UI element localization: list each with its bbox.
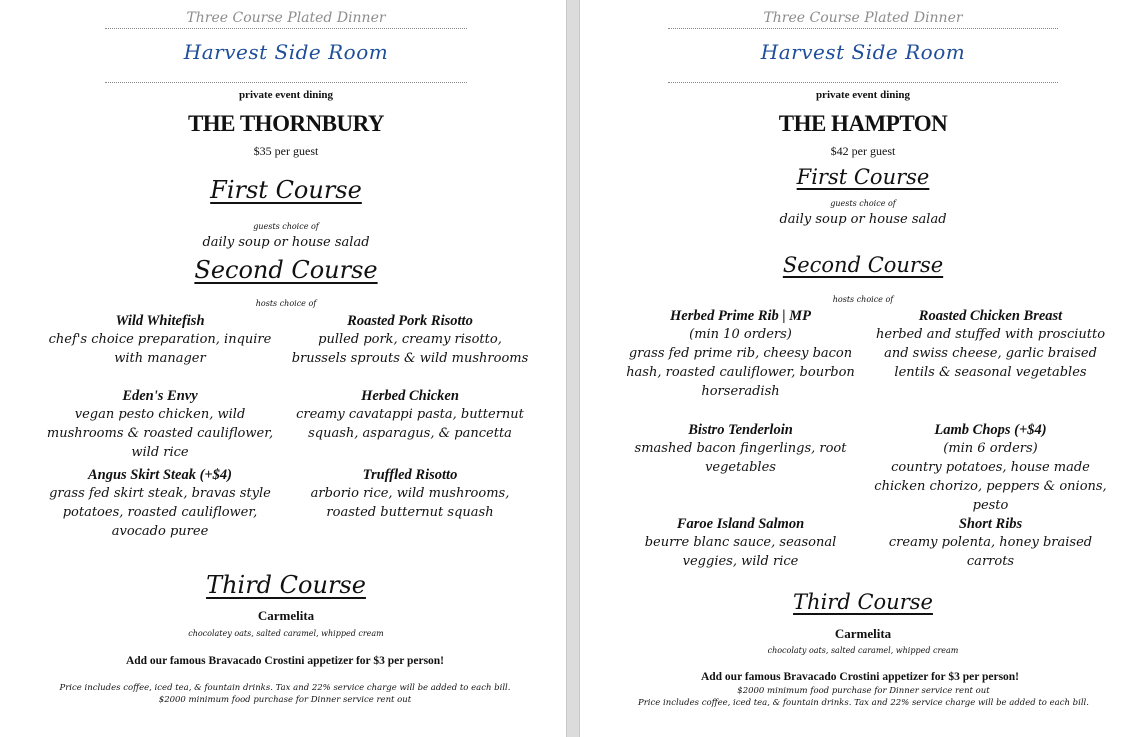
first-course-note: guests choice of <box>253 222 319 231</box>
room-name: Harvest Side Room <box>760 40 966 64</box>
dish-description: creamy cavatappi pasta, butternut squash, asparagus, & pancetta <box>296 407 524 441</box>
dish-name: Herbed Chicken <box>361 388 459 404</box>
dish-description: country potatoes, house made chicken chorizo, peppers & onions, pesto <box>874 460 1107 513</box>
menu-title: THE THORNBURY <box>187 111 385 136</box>
dish-description: grass fed skirt steak, bravas style potatoes, roasted cauliflower, avocado puree <box>49 486 271 539</box>
addon-offer: Add our famous Bravacado Crostini appetizer for $3 per person! <box>700 671 1020 683</box>
menu-page-thornbury <box>0 0 566 737</box>
dish-description: arborio rice, wild mushrooms, roasted butternut squash <box>310 486 510 520</box>
dish-item <box>868 308 1113 382</box>
page-gap <box>566 0 580 737</box>
dish-name: Wild Whitefish <box>115 313 205 329</box>
second-course-heading: Second Course <box>194 256 378 284</box>
fine-print: $2000 minimum food purchase for Dinner service rent out <box>737 686 990 696</box>
first-course-items: daily soup or house salad <box>779 212 947 227</box>
divider <box>668 28 1058 29</box>
dish-name: Angus Skirt Steak (+$4) <box>87 467 233 483</box>
room-name: Harvest Side Room <box>183 40 389 64</box>
dish-item <box>290 467 530 522</box>
dish-item <box>618 308 863 401</box>
dish-name: Eden's Envy <box>122 388 198 404</box>
dish-name: Roasted Chicken Breast <box>918 308 1063 324</box>
dessert-description: chocolaty oats, salted caramel, whipped cream <box>767 646 959 655</box>
dish-item <box>290 388 530 443</box>
menu-title: THE HAMPTON <box>778 111 948 136</box>
dish-item <box>868 516 1113 571</box>
first-course-heading: First Course <box>210 176 362 204</box>
dish-item <box>35 467 285 541</box>
dish-description: vegan pesto chicken, wild mushrooms & roasted cauliflower, wild rice <box>46 407 274 460</box>
dish-min-order: (min 6 orders) <box>943 441 1038 456</box>
dish-description: pulled pork, creamy risotto, brussels sprouts & wild mushrooms <box>291 332 529 366</box>
second-course-note: hosts choice of <box>255 299 317 308</box>
divider <box>105 82 467 83</box>
dish-name: Herbed Prime Rib | MP <box>670 308 811 324</box>
dish-description: herbed and stuffed with prosciutto and swiss cheese, garlic braised lentils & seasonal vegetables <box>875 327 1106 380</box>
fine-print: Price includes coffee, iced tea, & fountain drinks. Tax and 22% service charge will be added to each bill. <box>59 683 511 693</box>
third-course-heading: Third Course <box>206 571 366 599</box>
dish-description: beurre blanc sauce, seasonal veggies, wild rice <box>644 535 837 569</box>
dish-item <box>35 388 285 462</box>
second-course-heading: Second Course <box>782 253 944 277</box>
first-course-items: daily soup or house salad <box>202 235 370 250</box>
header-subtitle: Three Course Plated Dinner <box>186 10 386 26</box>
dessert-name: Carmelita <box>834 626 892 641</box>
dessert-name: Carmelita <box>257 608 315 623</box>
dish-name: Faroe Island Salmon <box>676 516 805 532</box>
menu-price: $42 per guest <box>830 144 896 158</box>
header-subtitle: Three Course Plated Dinner <box>763 10 963 26</box>
dish-item <box>618 516 863 571</box>
dish-name: Bistro Tenderloin <box>688 422 793 438</box>
second-course-note: hosts choice of <box>832 295 894 304</box>
dish-name: Truffled Risotto <box>362 467 458 483</box>
private-dining-label: private event dining <box>238 89 334 101</box>
fine-print: Price includes coffee, iced tea, & fountain drinks. Tax and 22% service charge will be added to each bill. <box>638 698 1089 708</box>
dish-description: grass fed prime rib, cheesy bacon hash, roasted cauliflower, bourbon horseradish <box>626 346 855 399</box>
menu-page-hampton <box>580 0 1147 737</box>
addon-offer: Add our famous Bravacado Crostini appetizer for $3 per person! <box>125 655 445 667</box>
dish-item <box>618 422 863 477</box>
dish-name: Short Ribs <box>958 516 1023 532</box>
dish-item <box>35 313 285 368</box>
dish-item <box>868 422 1113 515</box>
first-course-note: guests choice of <box>830 199 896 208</box>
dish-description: chef's choice preparation, inquire with manager <box>48 332 272 366</box>
divider <box>668 82 1058 83</box>
divider <box>105 28 467 29</box>
third-course-heading: Third Course <box>793 590 933 614</box>
first-course-heading: First Course <box>796 165 930 189</box>
dessert-description: chocolatey oats, salted caramel, whipped cream <box>188 629 384 638</box>
dish-name: Lamb Chops (+$4) <box>934 422 1047 438</box>
dish-min-order: (min 10 orders) <box>689 327 792 342</box>
dish-name: Roasted Pork Risotto <box>347 313 473 329</box>
private-dining-label: private event dining <box>815 89 911 101</box>
fine-print: $2000 minimum food purchase for Dinner service rent out <box>158 695 412 705</box>
dish-item <box>290 313 530 368</box>
dish-description: smashed bacon fingerlings, root vegetables <box>634 441 847 475</box>
menu-price: $35 per guest <box>253 144 319 158</box>
dish-description: creamy polenta, honey braised carrots <box>888 535 1093 569</box>
